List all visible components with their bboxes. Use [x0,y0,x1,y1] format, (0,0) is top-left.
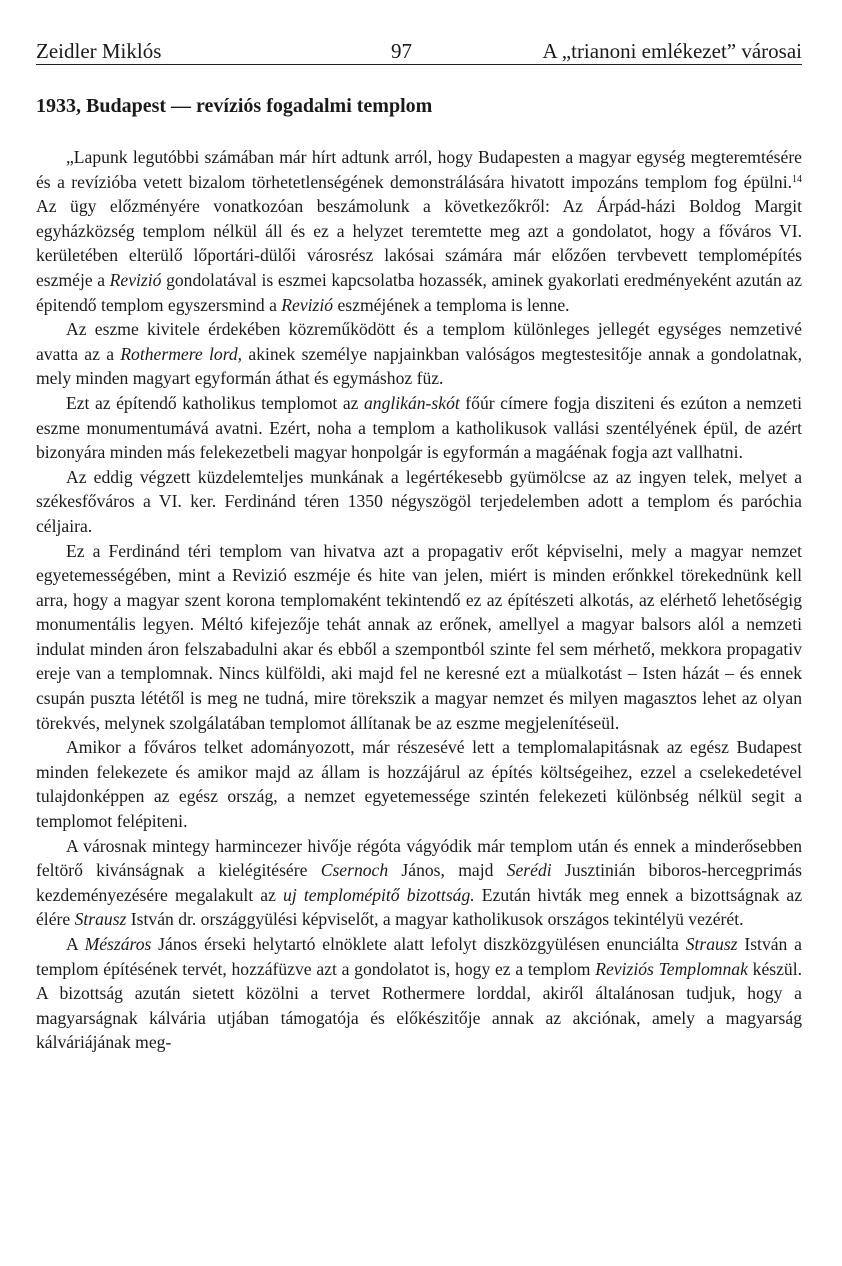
paragraph-2 [36,317,802,391]
italic-run: Strausz [685,934,738,954]
text-run: Az eszme kivitele érdekében közreműködött és a templom különleges jellegét egységes nemzetivé avatta az a [36,319,802,364]
text-run: Ezt az építendő katholikus templomot az [66,392,364,413]
header-author: Zeidler Miklós [36,39,162,63]
text-run: János, majd [388,860,507,881]
text-run: készül. A bizottság azután sietett közölni a tervet Rothermere lorddal, akiről általánosan tudjuk, hogy a magyarságnak kálvária utjában támogatója és előkészitője annak az akciónak, amely a magyarság kálváriájának meg- [36,958,802,1053]
footnote-ref: 14 [792,173,802,185]
page-number: 97 [391,39,412,63]
text-run: eszméjének a temploma is lenne. [333,294,570,315]
text-run: Az ügy előzményére vonatkozóan beszámolunk a következőkről: Az Árpád-házi Boldog Margit egyházközség templom nélkül áll és ez a helyzet teremtette meg azt a gondolatot, hogy a főváros VI. kerületében elterülő lőportári-dülői városrész lakósai számára már előzően tervbevett templomépítés eszméje a [36,196,802,290]
text-run: „Lapunk legutóbbi számában már hírt adtunk arról, hogy Budapesten a magyar egység megteremtésére és a revízióba vetett bizalom törhetetlenségének demonstrálására hivatott impozáns templom fog épülni. [36,147,802,192]
italic-run: Serédi [506,860,552,881]
italic-run: Csernoch [320,860,389,881]
paragraph-6: Amikor a főváros telket adományozott, már részesévé lett a templomalapitásnak az egész Budapest minden felekezete és amikor majd az állam is hozzájárul az építés költségeihez, ezzel a cselekedetével tulajdonképpen az egész ország, a nemzet egyetemessége szintén felekezeti különbség nélkül segit a templomot felépiteni. [36,737,802,832]
italic-run: uj templomépitő bizottság. [283,884,475,905]
italic-run: Rothermere lord, [120,343,243,364]
text-run: János érseki helytartó elnöklete alatt lefolyt diszközgyülésen enunciálta [151,934,686,954]
text-run: főúr címere fogja disziteni és ezúton a nemzeti eszme monumentumává avatni. Ezért, noha a templom a katholikusok vallási szentélyének épül, de azért bizonyára minden más felekezetbeli magyar honpolgár is egyformán a magáénak fogja azt vallhatni. [36,392,802,463]
paragraph-3 [36,391,802,465]
italic-run: Strausz [74,909,127,930]
paragraph-8 [36,932,802,1055]
paragraph-4: Az eddig végzett küzdelemteljes munkának a legértékesebb gyümölcse az az ingyen telek, melyet a székesfőváros a VI. ker. Ferdinánd téren 1350 négyszögöl terjedelemben adott a templom és paróchia céljaira. [36,466,802,536]
text-run: Ezután hivták meg ennek a bizottságnak az élére [36,884,802,930]
paragraph-7 [36,834,802,932]
italic-run: Revizió [281,294,334,315]
text-run: István a templom építésének tervét, hozzáfüzve azt a gondolatot is, hogy ez a templom [36,934,802,979]
text-run: István dr. országgyülési képviselőt, a magyar katholikusok országos tekintélyü vezérét. [126,909,744,930]
text-run: Jusztinián biboros-hercegprimás kezdeményezésére megalakult az [36,860,802,905]
running-header [36,30,802,65]
text-run: A városnak mintegy harmincezer hivője régóta vágyódik már templom után és ennek a minderősebben feltörő kivánságnak a kielégitésére [36,835,802,881]
italic-run: Reviziós Templomnak [595,958,748,979]
text-run: akinek személye napjainkban valóságos megtestesitője annak a gondolatnak, mely minden magyart egyformán áthat és egymáshoz füz. [36,343,803,389]
header-running-title: A „trianoni emlékezet” városai [542,39,802,63]
text-run: A [66,934,85,954]
italic-run: Mészáros [84,934,152,954]
text-run: gondolatával is eszmei kapcsolatba hozassék, aminek gyakorlati eredményeként azután az épitendő templom egyszersmind a [36,269,802,315]
body-text [36,145,802,1055]
section-title: 1933, Budapest — revíziós fogadalmi templom [36,95,433,117]
paragraph-5: Ez a Ferdinánd téri templom van hivatva azt a propagativ erőt képviselni, mely a magyar nemzet egyetemességében, mint a Revizió eszméje és hite van jelen, miért is minden erőnkkel törekednünk kell arra, hogy a magyar szent korona templomaként tekintendő ez az építészeti alkotás, az elérhető lehetőségig monumentális legyen. Méltó kifejezője tehát annak az erőnek, amellyel a magyar balsors alól a nemzeti indulat minden áron felszabadulni akar és ebből a szempontból szinte fel sem mérhető, mekkora propagativ ereje van a templomnak. Nincs külföldi, aki majd fel ne keresné ezt a müalkotást – Isten házát – és ennek csupán puszta lététől is meg ne tudná, mire törekszik a magyar nemzet és milyen magasztos lehet az olyan törekvés, melynek szolgálatában templomot állítanak be az eszme megjelenítéseül. [36,540,802,733]
italic-run: Revizió [109,269,162,290]
italic-run: anglikán-skót [363,392,460,413]
paragraph-1 [36,145,802,317]
